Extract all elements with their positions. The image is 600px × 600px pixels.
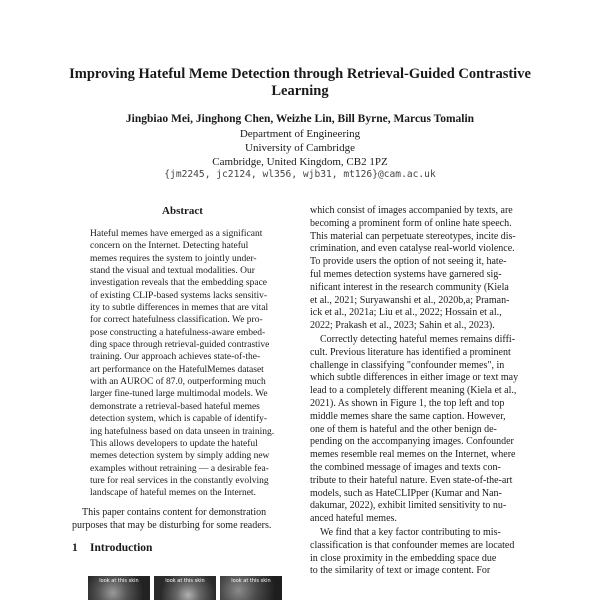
meme-image [220, 576, 282, 600]
intro-paragraph-3 [310, 527, 528, 578]
abstract-line: detection system, which is capable of identify- [90, 414, 268, 425]
affiliation-department: Department of Engineering [239, 128, 361, 140]
text-line: anced hateful memes. [310, 513, 397, 525]
text-line: Correctly detecting hateful memes remains diffi- [320, 333, 516, 345]
figure-1-memes [88, 576, 282, 600]
text-line: 2022; Prakash et al., 2023; Sahin et al., 2023). [310, 320, 495, 332]
intro-paragraph-2 [310, 334, 528, 526]
meme-caption: look at this skin [165, 578, 205, 584]
text-line: pending on the accompanying images. Confounder [310, 436, 514, 448]
section-heading-introduction [72, 542, 294, 554]
meme-caption: look at this skin [231, 578, 271, 584]
affiliation-address: Cambridge, United Kingdom, CB2 1PZ [212, 156, 388, 168]
text-line: challenge in classifying "confounder memes", in [310, 359, 505, 371]
text-line: cult. Previous literature has identified a prominent [310, 346, 511, 358]
text-line: middle memes share the same caption. However, [310, 410, 506, 422]
text-line: ful memes detection systems have garnered sig- [310, 268, 502, 280]
text-line: memes resemble real memes on the Internet, where [310, 449, 516, 461]
abstract-line: memes requires the system to jointly under- [90, 253, 257, 264]
section-number: 1 [72, 542, 78, 554]
text-line: in close proximity in the embedding space due [310, 552, 497, 564]
text-line: nificant interest in the research community (Kiela [310, 281, 509, 293]
text-line: lead to a completely different meaning (Kiela et al., [310, 385, 517, 397]
abstract-line: investigation reveals that the embedding space [90, 278, 268, 289]
paper-title [60, 66, 540, 100]
abstract-line: pose constructing a hatefulness-aware embed- [90, 327, 266, 338]
abstract-line: ding space through retrieval-guided contrastive [90, 340, 270, 351]
author-emails: {jm2245, jc2124, wl356, wjb31, mt126}@cam.ac.uk [164, 169, 436, 180]
abstract-line: training. Our approach achieves state-of-the- [90, 352, 261, 363]
abstract-line: Hateful memes have emerged as a significant [90, 229, 263, 239]
abstract-line: This allows developers to update the hateful [90, 438, 258, 449]
abstract-line: memes detection system by simply adding new [90, 451, 270, 462]
text-line: becoming a prominent form of online hate speech. [310, 217, 512, 229]
section-title: Introduction [90, 542, 153, 554]
text-line: This material can perpetuate stereotypes, incite dis- [310, 230, 516, 242]
title-line: Improving Hateful Meme Detection through Retrieval-Guided Contrastive [69, 66, 531, 82]
abstract-line: art performance on the HatefulMemes dataset [90, 364, 264, 375]
text-line: tribute to their hateful nature. Even state-of-the-art [310, 474, 513, 486]
text-line: et al., 2021; Suryawanshi et al., 2020b,a; Praman- [310, 294, 510, 306]
meme-caption: look at this skin [99, 578, 139, 584]
abstract-body [90, 228, 275, 500]
text-line: to the similarity of text or image content. For [310, 565, 491, 577]
abstract-line: examples without retraining — a desirable fea- [90, 463, 269, 474]
text-line: models, such as HateCLIPper (Kumar and Nan- [310, 487, 502, 499]
text-line: one of them is hateful and the other benign de- [310, 423, 497, 435]
abstract-line: ing hatefulness based on data unseen in training. [90, 426, 275, 437]
abstract-line: for correct hatefulness classification. We pro- [90, 315, 263, 326]
meme-image [88, 576, 150, 600]
abstract-line: ity to subtle differences in memes that are vital [90, 303, 269, 314]
title-line: Learning [271, 83, 329, 99]
abstract-line: stand the visual and textual modalities. Our [90, 266, 255, 277]
text-line: crimination, and even catalyse real-world violence. [310, 243, 515, 255]
abstract-line: of existing CLIP-based systems lacks sensitiv- [90, 290, 268, 301]
right-column-body [310, 205, 528, 578]
abstract-line: demonstrate a retrieval-based hateful memes [90, 401, 260, 412]
affiliation-university: University of Cambridge [245, 142, 355, 154]
intro-paragraph-1 [310, 205, 528, 333]
text-line: We find that a key factor contributing to mis- [320, 526, 501, 538]
author-list: Jingbiao Mei, Jinghong Chen, Weizhe Lin, Bill Byrne, Marcus Tomalin [125, 113, 475, 125]
text-line: To provide users the option of not seeing it, hate- [310, 256, 507, 268]
text-line: classification is that confounder memes are located [310, 539, 515, 551]
abstract-line: with an AUROC of 87.0, outperforming much [90, 377, 266, 388]
text-line: the combined message of images and texts con- [310, 461, 501, 473]
text-line: dakumar, 2022), exhibit limited sensitivity to nu- [310, 500, 507, 512]
content-warning-note: This paper contains content for demonstration purposes that may be disturbing for some readers. [72, 507, 272, 531]
text-line: ick et al., 2021a; Liu et al., 2022; Hossain et al., [310, 307, 502, 319]
text-line: which consist of images accompanied by texts, are [310, 205, 513, 216]
abstract-line: ture for real services in the constantly evolving [90, 475, 269, 486]
abstract-line: concern on the Internet. Detecting hateful [90, 241, 249, 252]
abstract-heading: Abstract [162, 205, 203, 217]
abstract-line: landscape of hateful memes on the Internet. [90, 488, 256, 499]
text-line: 2021). As shown in Figure 1, the top left and top [310, 397, 505, 409]
text-line: which subtle differences in either image or text may [310, 372, 519, 384]
abstract-line: larger fine-tuned large multimodal models. We [90, 389, 268, 400]
meme-image [154, 576, 216, 600]
